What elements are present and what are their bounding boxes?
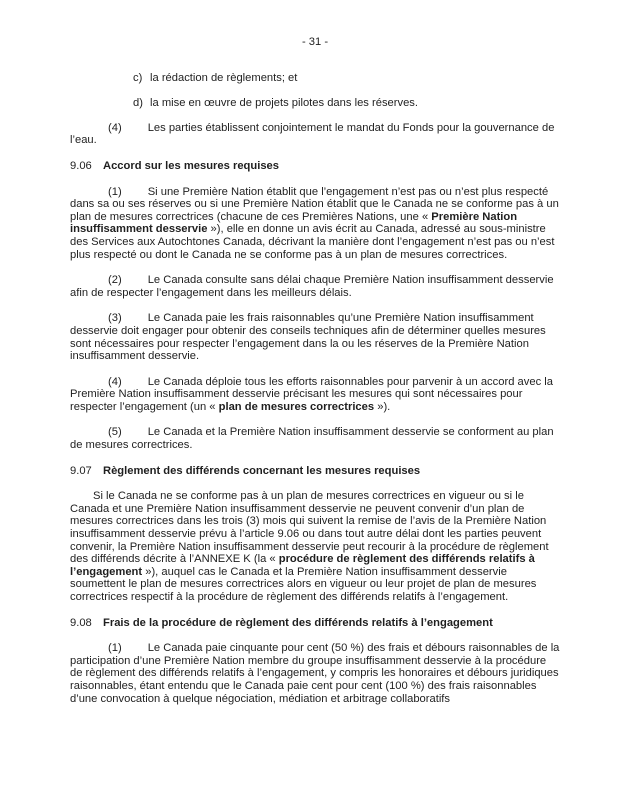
- paragraph-9-06-4: [70, 376, 560, 414]
- paragraph-text: Les parties établissent conjointement le mandat du Fonds pour la gouvernance de l’eau.: [70, 121, 555, 147]
- paragraph-number: (4): [108, 375, 122, 388]
- list-item-label: d): [133, 96, 143, 109]
- paragraph-text: Le Canada paie les frais raisonnables qu’une Première Nation insuffisamment desservie doit engager pour obtenir des conseils techniques afin de déterminer quelles mesures sont nécessaires pour respecter l’engagement dans la ou les réserves de la Première Nation insuffisamment desservie.: [70, 312, 546, 363]
- section-number: 9.07: [70, 464, 92, 477]
- page-number: - 31 -: [301, 36, 329, 48]
- paragraph-number: (2): [108, 274, 122, 287]
- section-title: Règlement des différends concernant les mesures requises: [103, 464, 421, 477]
- paragraph-number: (1): [108, 642, 122, 655]
- section-number: 9.08: [70, 616, 92, 629]
- list-item-label: c): [133, 71, 143, 84]
- list-item-c: [133, 72, 560, 85]
- paragraph-9-06-2: [70, 274, 560, 299]
- section-title: Frais de la procédure de règlement des différends relatifs à l’engagement: [103, 616, 493, 629]
- paragraph-text: Si une Première Nation établit que l’engagement n’est pas ou n’est plus respecté dans sa ou ses réserves ou si une Première Nation établit que le Canada ne se conforme pas à un plan de mesures correctrices (chacune de ces Premières Nations, une « Première Nation insuffisamment desservie »), elle en donne un avis écrit au Canada, adressé au sous-ministre des Services aux Autochtones Canada, décrivant la manière dont l’engagement n’est pas ou n’est plus respecté ou dont le Canada ne se conforme pas à un plan de mesures correctrices.: [70, 185, 559, 261]
- paragraph-9-06-5: [70, 426, 560, 451]
- section-heading-9-07: [70, 465, 560, 478]
- section-heading-9-08: [70, 617, 560, 630]
- section-heading-9-06: [70, 160, 560, 173]
- paragraph-clause-4: [70, 122, 560, 147]
- list-item-text: la rédaction de règlements; et: [150, 71, 298, 84]
- paragraph-text: Le Canada consulte sans délai chaque Première Nation insuffisamment desservie afin de respecter l’engagement dans les meilleurs délais.: [70, 274, 554, 299]
- paragraph-9-08-1: [70, 642, 560, 705]
- paragraph-number: (3): [108, 312, 122, 325]
- paragraph-number: (4): [108, 121, 122, 134]
- list-item-d: [133, 97, 560, 110]
- section-number: 9.06: [70, 159, 92, 172]
- section-title: Accord sur les mesures requises: [103, 159, 279, 172]
- paragraph-text: Si le Canada ne se conforme pas à un plan de mesures correctrices en vigueur ou si le Canada et une Première Nation insuffisamment desservie ne peuvent convenir d’un plan de mesures correctrices dans les trois (3) mois qui suivent la remise de l’avis de la Première Nation insuffisamment desservie prévu à l’article 9.06 ou dans tout autre délai dont les parties peuvent convenir, la Première Nation insuffisamment desservie peut recourir à la procédure de règlement des différends décrite à l’ANNEXE K (la « procédure de règlement des différends relatifs à l’engagement »), auquel cas le Canada et la Première Nation insuffisamment desservie soumettent le plan de mesures correctrices alors en vigueur ou leur projet de plan de mesures correctrices respectif à la procédure de règlement des différends relatifs à l’engagement.: [70, 490, 549, 603]
- list-item-text: la mise en œuvre de projets pilotes dans les réserves.: [150, 96, 418, 109]
- paragraph-9-07-intro: [70, 490, 560, 603]
- paragraph-text: Le Canada et la Première Nation insuffisamment desservie se conforment au plan de mesures correctrices.: [70, 426, 554, 452]
- paragraph-number: (1): [108, 185, 122, 198]
- paragraph-9-06-1: [70, 186, 560, 262]
- paragraph-9-06-3: [70, 312, 560, 362]
- paragraph-text: Le Canada déploie tous les efforts raisonnables pour parvenir à un accord avec la Première Nation insuffisamment desservie précisant les mesures qui sont nécessaires pour respecter l’engagement (un « plan de mesures correctrices »).: [70, 375, 553, 413]
- paragraph-number: (5): [108, 426, 122, 439]
- paragraph-text: Le Canada paie cinquante pour cent (50 %) des frais et débours raisonnables de la participation d’une Première Nation membre du groupe insuffisamment desservie à la procédure de règlement des différends relatifs à l’engagement, y compris les honoraires et débours juridiques raisonnables, étant entendu que le Canada paie cent pour cent (100 %) des frais raisonnables d’une convocation à quelque négociation, médiation et arbitrage collaboratifs: [70, 642, 560, 705]
